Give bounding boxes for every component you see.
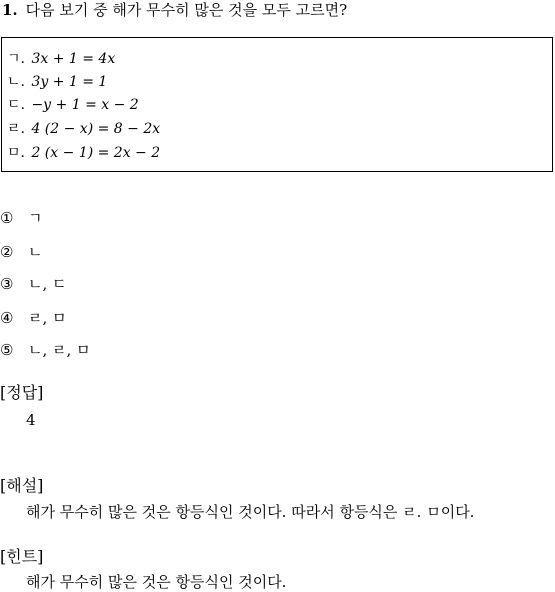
choice-text: ㄱ: [28, 209, 43, 227]
choice-text: ㄴ, ㄹ, ㅁ: [28, 341, 91, 359]
choices-box: [1, 37, 553, 172]
box-item-label: ㄹ.: [7, 121, 25, 137]
hint-text: 해가 무수히 많은 것은 항등식인 것이다.: [26, 573, 287, 591]
box-item: [7, 96, 139, 114]
box-item-label: ㄷ.: [7, 97, 25, 113]
box-item-label: ㄱ.: [7, 51, 25, 67]
choice-number: ⑤: [0, 341, 14, 359]
hint-heading: [힌트]: [0, 547, 44, 566]
choice-number: ④: [0, 309, 14, 327]
explanation-text: 해가 무수히 많은 것은 항등식인 것이다. 따라서 항등식은 ㄹ. ㅁ이다.: [26, 503, 475, 521]
box-item-equation: 3y + 1 = 1: [31, 74, 108, 90]
choice-text: ㄴ: [28, 243, 43, 261]
box-item: [7, 73, 107, 91]
choice-option-1[interactable]: [0, 208, 43, 228]
box-item: [7, 144, 160, 162]
box-item-label: ㅁ.: [7, 145, 25, 161]
choice-text: ㄹ, ㅁ: [28, 309, 67, 327]
box-item: [7, 50, 115, 68]
question-number: 1.: [2, 1, 18, 19]
answer-heading: [정답]: [0, 383, 44, 402]
box-item: [7, 120, 160, 138]
question-text: 다음 보기 중 해가 무수히 많은 것을 모두 고르면?: [25, 1, 348, 19]
box-item-equation: 3x + 1 = 4x: [31, 51, 116, 67]
choice-option-5[interactable]: [0, 340, 91, 360]
box-item-equation: 2 (x − 1) = 2x − 2: [31, 145, 161, 161]
choice-text: ㄴ, ㄷ: [28, 275, 67, 293]
choice-option-3[interactable]: [0, 274, 67, 294]
choice-number: ②: [0, 243, 14, 261]
box-item-equation: 4 (2 − x) = 8 − 2x: [31, 121, 161, 137]
choice-option-2[interactable]: [0, 242, 43, 262]
choice-option-4[interactable]: [0, 308, 67, 328]
answer-value: 4: [26, 411, 36, 429]
choice-number: ①: [0, 209, 14, 227]
explanation-heading: [해설]: [0, 476, 44, 495]
box-item-label: ㄴ.: [7, 74, 25, 90]
box-item-equation: −y + 1 = x − 2: [31, 97, 139, 113]
question-prompt: [2, 0, 347, 20]
choice-number: ③: [0, 275, 14, 293]
